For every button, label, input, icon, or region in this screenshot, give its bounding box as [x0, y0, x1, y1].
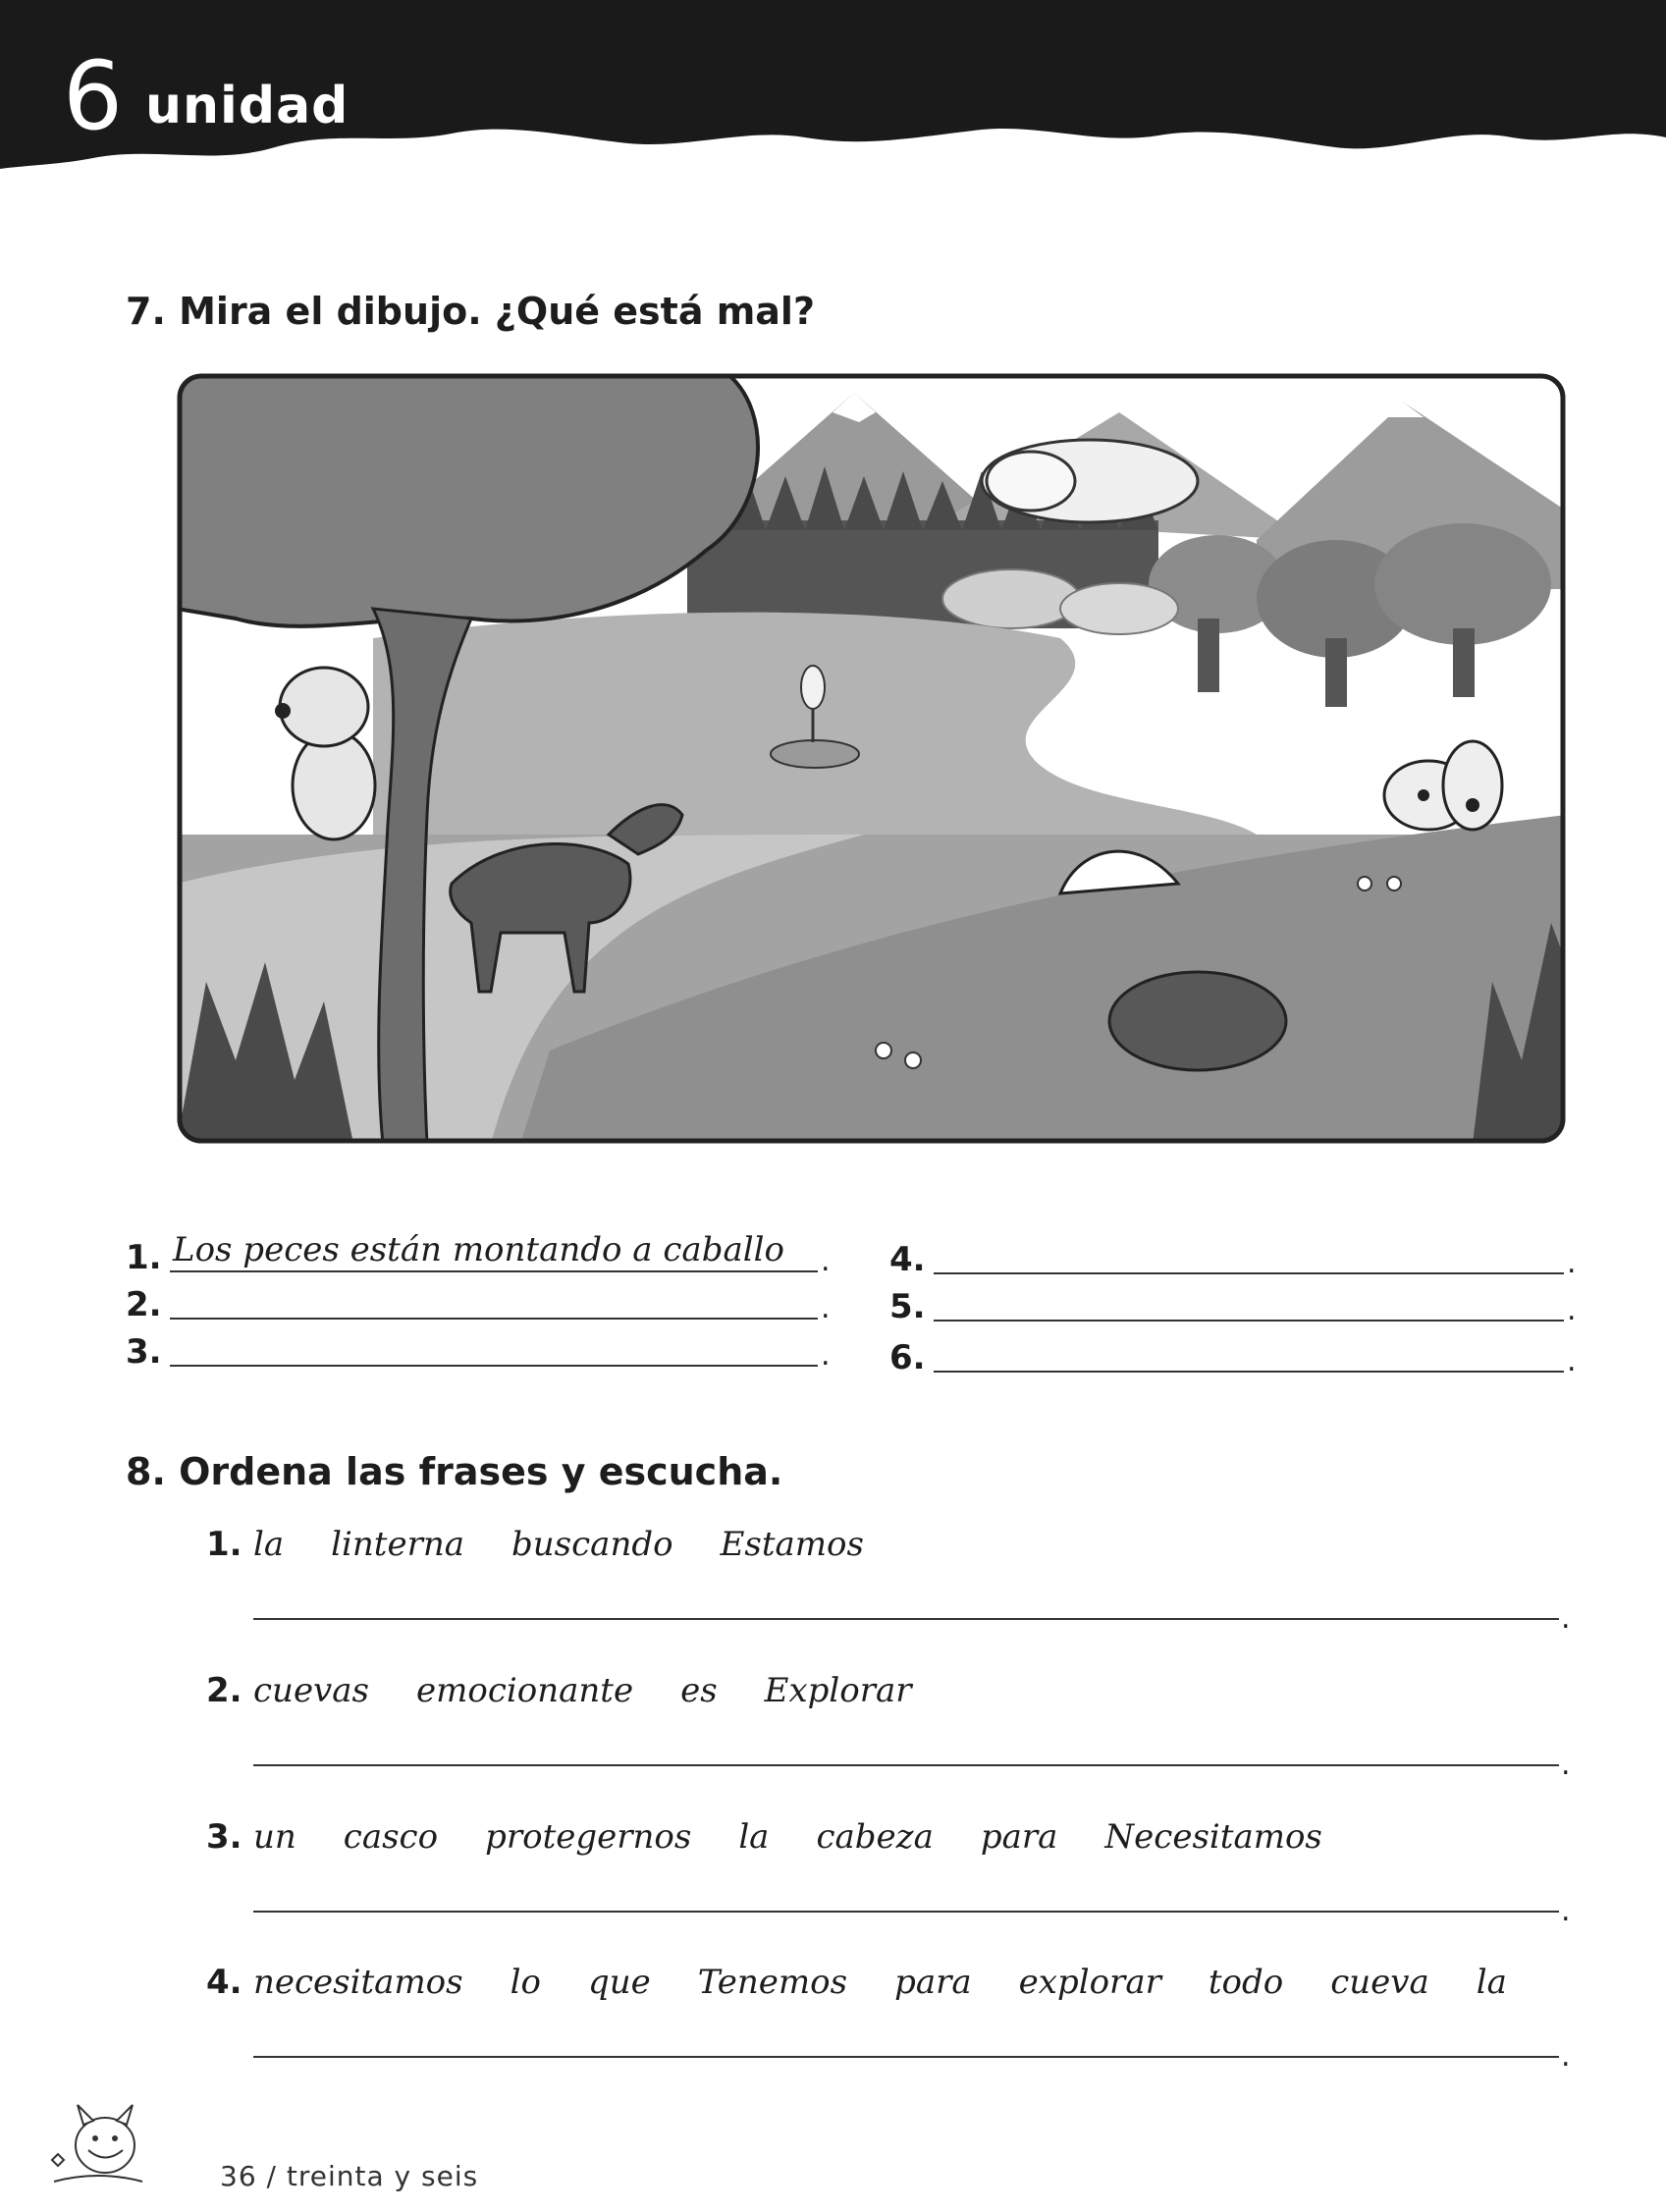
illustration-wrong-scene	[177, 373, 1566, 1144]
answer-number: 3.	[126, 1332, 162, 1372]
word: lo	[510, 1963, 541, 2002]
period: .	[1561, 2039, 1571, 2074]
period: .	[821, 1244, 831, 1278]
answer-rule[interactable]	[934, 1320, 1564, 1322]
unit-label: unidad	[145, 77, 349, 135]
answer-line-2	[126, 1276, 831, 1325]
answer-rule[interactable]	[253, 1764, 1559, 1766]
word: que	[587, 1963, 651, 2002]
word: para	[894, 1963, 972, 2002]
word: la	[738, 1817, 770, 1857]
answer-rule[interactable]	[170, 1365, 818, 1367]
answer-rule[interactable]	[934, 1371, 1564, 1373]
answer-rule[interactable]	[934, 1272, 1564, 1274]
period: .	[821, 1291, 831, 1325]
word: explorar	[1018, 1963, 1161, 2002]
word-list	[253, 1671, 959, 1710]
word: emocionante	[416, 1671, 634, 1710]
page-number: 36 / treinta y seis	[220, 2160, 479, 2192]
period: .	[1561, 1601, 1571, 1636]
word: necesitamos	[253, 1963, 463, 2002]
period: .	[1561, 1748, 1571, 1782]
word: para	[980, 1817, 1058, 1857]
exercise-8-title: 8. Ordena las frases y escucha.	[126, 1450, 783, 1493]
word: la	[1476, 1963, 1507, 2002]
answer-text[interactable]: Los peces están montando a caballo	[173, 1230, 784, 1269]
answer-number: 2.	[126, 1285, 162, 1324]
word: protegernos	[485, 1817, 692, 1857]
word: cueva	[1330, 1963, 1429, 2002]
unit-number: 6	[63, 41, 124, 151]
answer-rule[interactable]	[253, 1618, 1559, 1620]
word: cuevas	[253, 1671, 369, 1710]
item-number: 2.	[206, 1671, 242, 1710]
answer-rule[interactable]	[253, 1911, 1559, 1913]
period: .	[821, 1338, 831, 1373]
period: .	[1567, 1344, 1577, 1378]
answer-line-3	[126, 1323, 831, 1373]
answer-number: 1.	[126, 1238, 162, 1277]
word: Estamos	[720, 1525, 864, 1564]
exercise-7-title: 7. Mira el dibujo. ¿Qué está mal?	[126, 290, 815, 333]
unit-header	[0, 0, 1666, 206]
word-list	[253, 1817, 1370, 1857]
word: linterna	[331, 1525, 465, 1564]
word: casco	[343, 1817, 439, 1857]
word: es	[680, 1671, 718, 1710]
period: .	[1567, 1246, 1577, 1280]
period: .	[1561, 1894, 1571, 1928]
word: Tenemos	[697, 1963, 848, 2002]
answer-rule[interactable]	[170, 1318, 818, 1320]
item-number: 1.	[206, 1525, 242, 1564]
answer-number: 4.	[889, 1240, 926, 1279]
answer-number: 6.	[889, 1338, 926, 1377]
word: un	[253, 1817, 296, 1857]
word: cabeza	[816, 1817, 934, 1857]
answer-rule[interactable]	[170, 1270, 818, 1272]
item-number: 3.	[206, 1817, 242, 1857]
answer-line-5	[889, 1278, 1577, 1327]
word: Explorar	[764, 1671, 912, 1710]
answer-line-1	[126, 1229, 831, 1278]
word-list	[253, 1525, 911, 1564]
word: todo	[1208, 1963, 1284, 2002]
answer-number: 5.	[889, 1287, 926, 1326]
mascot-icon	[44, 2091, 152, 2193]
answer-line-6	[889, 1329, 1577, 1378]
answer-line-4	[889, 1231, 1577, 1280]
word-list	[253, 1963, 1554, 2002]
word: Necesitamos	[1104, 1817, 1322, 1857]
period: .	[1567, 1293, 1577, 1327]
word: buscando	[511, 1525, 673, 1564]
word: la	[253, 1525, 285, 1564]
answer-rule[interactable]	[253, 2056, 1559, 2058]
item-number: 4.	[206, 1963, 242, 2002]
